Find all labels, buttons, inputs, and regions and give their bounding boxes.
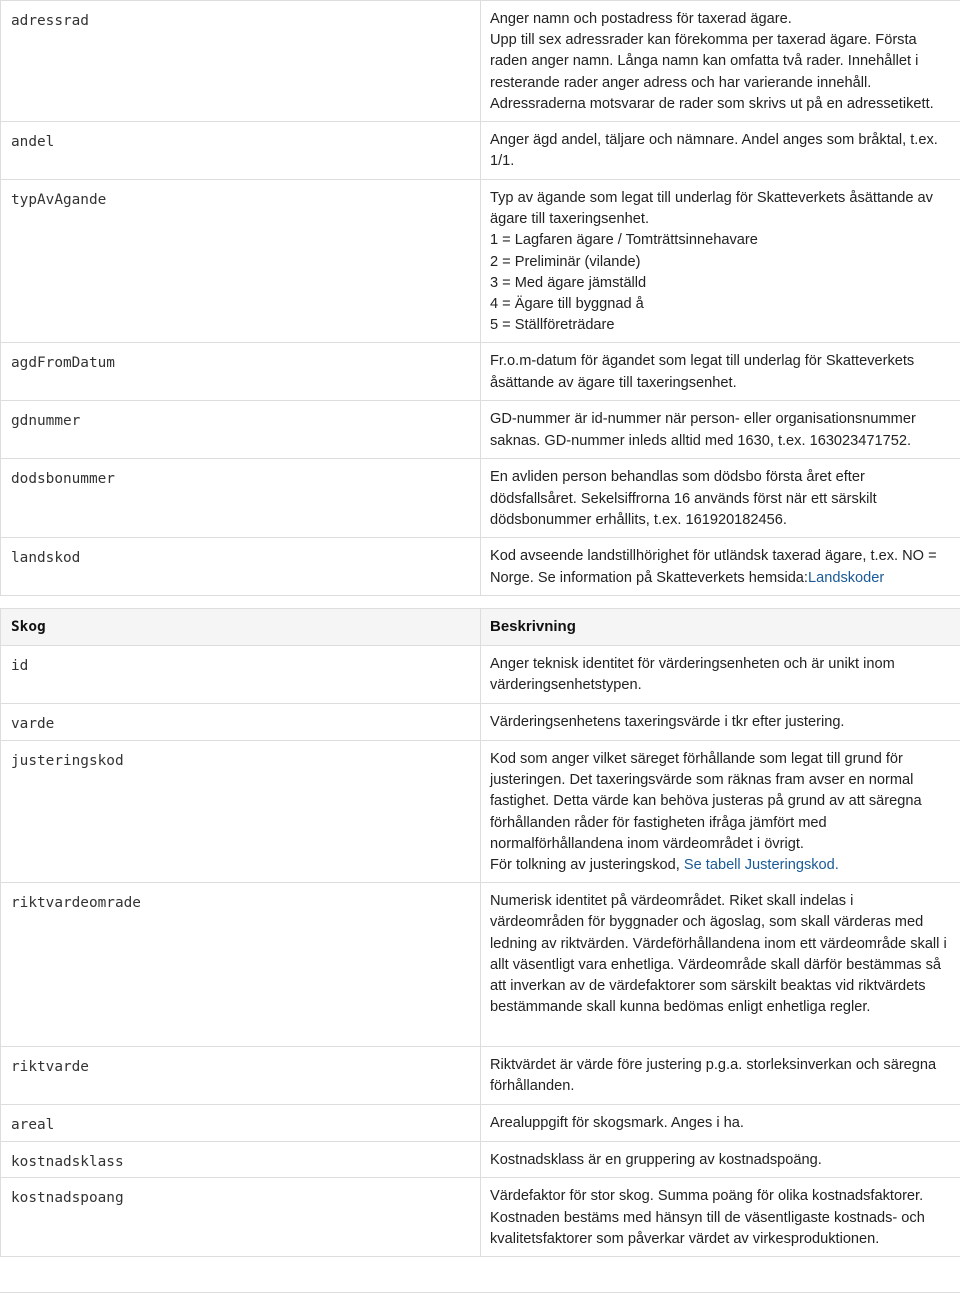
desc-line: 4 = Ägare till byggnad å: [490, 296, 644, 313]
table-row: [1, 1142, 960, 1178]
field-key: kostnadsklass: [1, 1142, 481, 1178]
desc-line: Värderingsenhetens taxeringsvärde i tkr efter justering.: [490, 714, 845, 730]
field-description: [481, 343, 960, 401]
table-row: [1, 459, 960, 538]
desc-line: 2 = Preliminär (vilande): [490, 253, 641, 270]
field-description: [481, 1047, 960, 1105]
table-row: [1, 704, 960, 741]
table-row: [1, 1178, 960, 1257]
field-key: justeringskod: [1, 741, 481, 883]
desc-line: Numerisk identitet på värdeområdet. Riket skall indelas i värdeområden för byggnader och ägoslag, som skall värderas med ledning av riktvärden. Värdeförhållandena inom ett värdeområde skall i allt väsentligt vara enhetliga. Värdeområde skall därför bestämmas så att inverkan av de värdefaktorer som särskilt beaktas vid riktvärdets bestämmande skall kunna bedömas enligt enhetliga regler.: [490, 893, 947, 1016]
desc-line: Arealuppgift för skogsmark. Anges i ha.: [490, 1115, 744, 1132]
field-key: varde: [1, 704, 481, 741]
desc-line: [490, 546, 951, 588]
field-key: gdnummer: [1, 401, 481, 459]
table-row: [1, 122, 960, 180]
desc-line: Adressraderna motsvarar de rader som skrivs ut på en adressetikett.: [490, 95, 934, 112]
field-description: [481, 704, 960, 741]
field-key: typAvAgande: [1, 180, 481, 343]
field-key: agdFromDatum: [1, 343, 481, 401]
table-row: [1, 180, 960, 343]
desc-line: [490, 855, 951, 876]
field-description: [481, 401, 960, 459]
field-key: dodsbonummer: [1, 459, 481, 538]
desc-line: Typ av ägande som legat till underlag för Skatteverkets åsättande av ägare till taxeringsenhet.: [490, 190, 933, 228]
table-header-row: [1, 609, 960, 646]
table-row: [1, 741, 960, 883]
field-key: andel: [1, 122, 481, 180]
table-row: [1, 1105, 960, 1142]
field-key: riktvarde: [1, 1047, 481, 1105]
table-row: [1, 538, 960, 595]
column-header-key: Skog: [1, 609, 481, 646]
desc-line: Kod som anger vilket säreget förhållande som legat till grund för justeringen. Det taxeringsvärde som räknas fram avser en normal fastighet. Detta värde kan behöva justeras på grund av att säregna förhållanden råder för fastigheten ifråga jämfört med normalförhållandena inom värdeområdet i övrigt.: [490, 751, 922, 852]
desc-line: Riktvärdet är värde före justering p.g.a. storleksinverkan och säregna förhållanden.: [490, 1057, 937, 1095]
column-header-description: Beskrivning: [481, 609, 960, 646]
landskoder-link[interactable]: Landskoder: [807, 569, 885, 586]
field-description: [481, 1178, 960, 1257]
table-row: [1, 343, 960, 401]
field-key: areal: [1, 1105, 481, 1142]
desc-text: För tolkning av justeringskod,: [490, 857, 684, 874]
desc-line: Anger ägd andel, täljare och nämnare. Andel anges som bråktal, t.ex. 1/1.: [490, 132, 938, 170]
desc-line: Kostnadsklass är en gruppering av kostnadspoäng.: [490, 1152, 822, 1169]
bottom-divider: [0, 1292, 960, 1293]
desc-line: GD-nummer är id-nummer när person- eller organisationsnummer saknas. GD-nummer inleds alltid med 1630, t.ex. 163023471752.: [490, 411, 916, 449]
field-description: [481, 1105, 960, 1142]
desc-text: Kod avseende landstillhörighet för utländsk taxerad ägare, t.ex. NO = Norge. Se information på Skatteverkets hemsida:: [490, 548, 937, 586]
desc-line: Anger namn och postadress för taxerad ägare.: [490, 11, 792, 27]
field-key: landskod: [1, 538, 481, 595]
desc-line: Upp till sex adressrader kan förekomma per taxerad ägare. Första raden anger namn. Långa namn kan omfatta två rader. Innehållet i resterande rader anger adress och har varierande innehåll.: [490, 32, 919, 91]
field-description: [481, 1, 960, 122]
field-description: [481, 538, 960, 595]
field-description: [481, 180, 960, 343]
field-key: riktvardeomrade: [1, 883, 481, 1047]
desc-line: Kostnaden bestäms med hänsyn till de väsentligaste kostnads- och kvalitetsfaktorer som påverkar värdet av virkesproduktionen.: [490, 1209, 925, 1247]
owner-fields-table: [0, 0, 960, 596]
field-description: [481, 1142, 960, 1178]
desc-line: Fr.o.m-datum för ägandet som legat till underlag för Skatteverkets åsättande av ägare till taxeringsenhet.: [490, 353, 915, 391]
table-row: [1, 1, 960, 122]
skog-fields-table: [0, 608, 960, 1257]
field-description: [481, 883, 960, 1047]
justeringskod-table-link[interactable]: Se tabell Justeringskod.: [683, 857, 839, 874]
desc-line: Värdefaktor för stor skog. Summa poäng för olika kostnadsfaktorer.: [490, 1188, 924, 1205]
desc-line: Anger teknisk identitet för värderingsenheten och är unikt inom värderingsenhetstypen.: [490, 656, 895, 694]
field-key: id: [1, 646, 481, 704]
desc-line: 5 = Ställföreträdare: [490, 317, 615, 334]
table-row: [1, 401, 960, 459]
desc-line: 1 = Lagfaren ägare / Tomträttsinnehavare: [490, 232, 758, 249]
table-row: [1, 1047, 960, 1105]
field-description: [481, 122, 960, 180]
field-description: [481, 459, 960, 538]
table-row: [1, 883, 960, 1047]
desc-line: En avliden person behandlas som dödsbo första året efter dödsfallsåret. Sekelsiffrorna 16 används först när ett särskilt dödsbonummer erhållits, t.ex. 161920182456.: [490, 469, 877, 528]
table-row: [1, 646, 960, 704]
desc-line: 3 = Med ägare jämställd: [490, 274, 647, 291]
field-key: kostnadspoang: [1, 1178, 481, 1257]
field-description: [481, 741, 960, 883]
field-key: adressrad: [1, 1, 481, 122]
field-description: [481, 646, 960, 704]
